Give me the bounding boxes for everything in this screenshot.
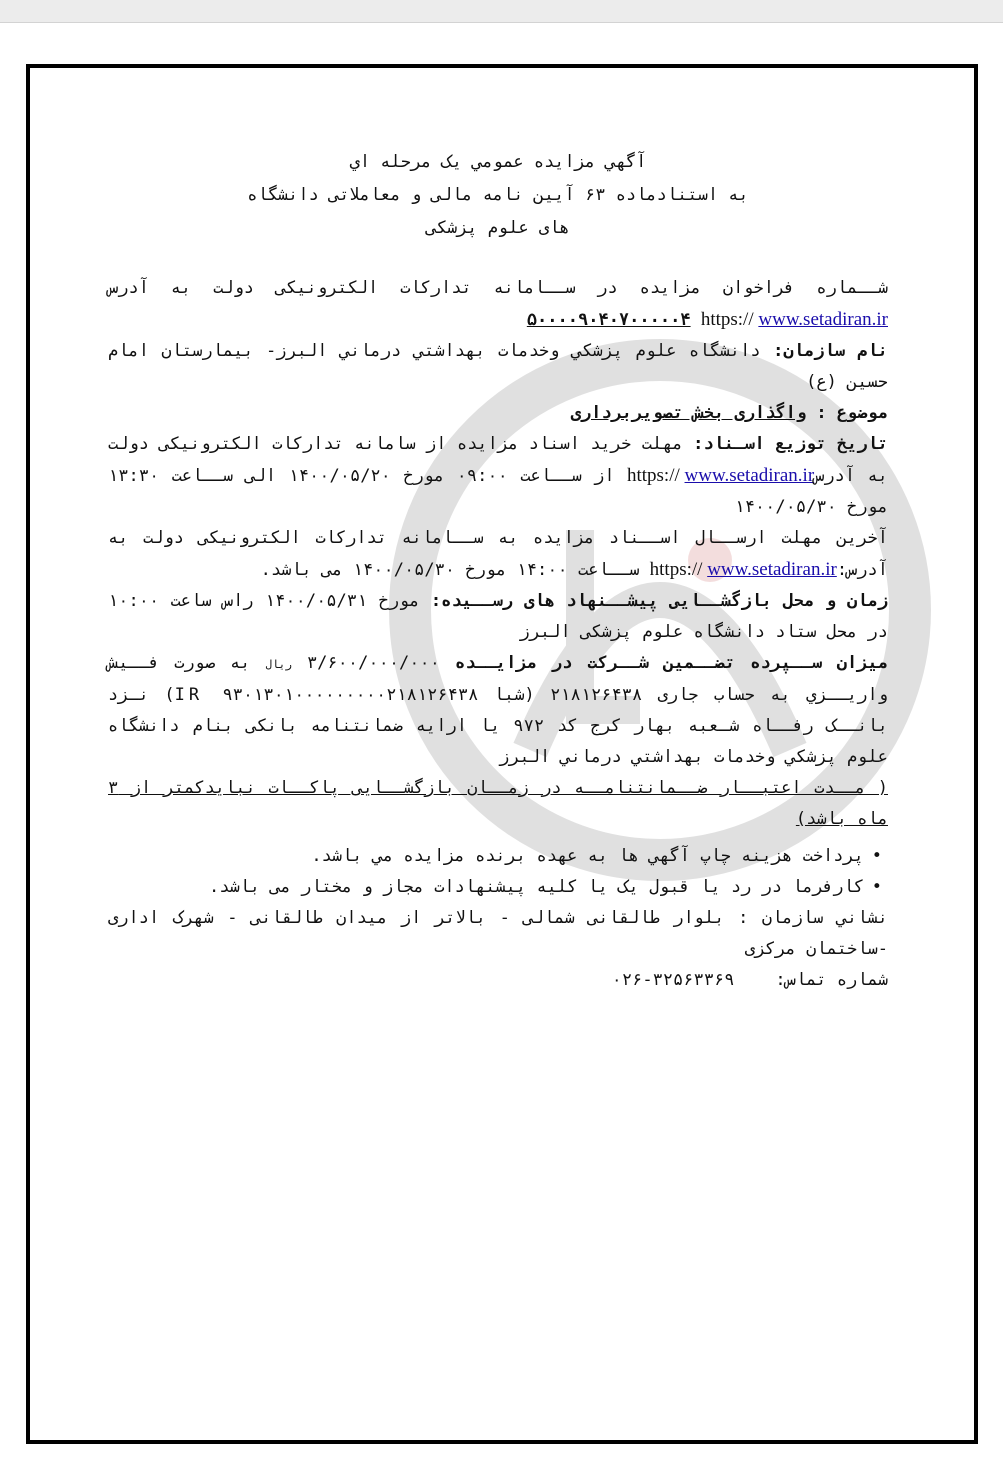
- tender-number-text: شــماره فراخوان مزايده در ســامانه تداركات الكترونيكى دولت به آدرس: [108, 278, 888, 298]
- tender-number-link-group: [701, 304, 888, 335]
- list-item: [108, 872, 886, 903]
- submission-paragraph: [108, 523, 888, 586]
- organization-label: نام سازمان:: [773, 341, 888, 361]
- guarantee-validity-note: ( مــدت اعتبــار ضــمانتنامــه در زمــان بازگشــايى پاكــات نبايدكمتر از ۳ ماه باشد): [108, 778, 888, 829]
- contact-paragraph: [108, 965, 888, 996]
- deposit-text: به صورت فــيش واريــزي به حساب جاری ۲۱۸۱۲۶۴۳۸ (شبا IR ۹۳۰۱۳۰۱۰۰۰۰۰۰۰۰۰۲۱۸۱۲۶۴۳۸) نـزد بانــک رفــاه شـعبه بهار كرج كد ۹۷۲ يا ارايه ضمانتنامه بانكى بنام دانشگاه علوم پزشكي وخدمات بهداشتي درماني البرز: [108, 653, 888, 767]
- submission-deadline: ســاعت ۱۴:۰۰ مورخ ۱۴۰۰/۰۵/۳۰ می باشد.: [260, 560, 640, 580]
- opening-value: مورخ ۱۴۰۰/۰۵/۳۱ راس ساعت ۱۰:۰۰ در محل ستاد دانشگاه علوم پزشكى البرز: [108, 591, 888, 642]
- contact-phone: ۰۲۶-۳۲۵۶۳۳۶۹: [611, 970, 735, 990]
- submission-text: آخرين مهلت ارســال اســناد مزايده به ســامانه تداركات الكترونيكى دولت به آدرس:: [108, 528, 888, 580]
- bullet-icon: •: [871, 846, 886, 866]
- condition-text: پرداخت هزينه چاپ آگهي ها به عهده برنده مزايده مي باشد.: [311, 846, 864, 866]
- viewer-top-bar: [0, 0, 1003, 23]
- deposit-label: ميزان ســپرده تضــمين شــركت در مزايــده: [454, 653, 888, 673]
- title-line-1: آگهي مزايده عمومي يک مرحله اي: [349, 152, 647, 172]
- deposit-amount: ۳/۶۰۰/۰۰۰/۰۰۰: [306, 653, 440, 673]
- distribution-dates: از ســاعت ۰۹:۰۰ مورخ ۱۴۰۰/۰۵/۲۰ الى ســاعت ۱۳:۳۰ مورخ ۱۴۰۰/۰۵/۳۰: [108, 466, 888, 517]
- opening-label: زمان و محل بازگشــايى پيشــنهاد های رســيده:: [430, 591, 888, 611]
- bullet-icon: •: [871, 877, 886, 897]
- address-label: نشاني سازمان :: [738, 908, 888, 928]
- title-line-3: های علوم پزشکی: [426, 218, 570, 238]
- opening-paragraph: [108, 586, 888, 648]
- setadiran-link-2[interactable]: www.setadiran.ir: [684, 465, 815, 486]
- title-line-2: به استنادماده ۶۳ آيين نامه مالی و معاملاتی دانشگاه: [247, 185, 749, 205]
- tender-number: ۵۰۰۰۰۹۰۴۰۷۰۰۰۰۰۴: [526, 310, 691, 330]
- address-value: بلوار طالقانى شمالى - بالاتر از ميدان طالقانى - شهرک اداری -ساختمان مركزی: [108, 908, 888, 959]
- organization-value: دانشگاه علوم پزشكي وخدمات بهداشتي درماني البرز- بيمارستان امام حسين (ع): [108, 341, 888, 392]
- deposit-currency: ريال: [265, 658, 292, 671]
- conditions-list: [108, 841, 888, 903]
- https-prefix: https://: [649, 559, 703, 580]
- announcement-document: [108, 146, 888, 996]
- https-prefix: https://: [626, 465, 680, 486]
- list-item: [108, 841, 886, 872]
- subject-paragraph: [108, 398, 888, 429]
- https-prefix: https://: [700, 309, 754, 330]
- condition-text: كارفرما در رد يا قبول يک يا كليه پيشنهادات مجاز و مختار می باشد.: [208, 877, 864, 897]
- submission-link-group: [650, 554, 837, 585]
- distribution-label: تاريخ توزيع اسـناد:: [693, 434, 888, 454]
- setadiran-link-1[interactable]: www.setadiran.ir: [758, 309, 888, 330]
- distribution-paragraph: [108, 429, 888, 523]
- tender-number-paragraph: [108, 273, 888, 336]
- contact-label: شماره تماس:: [775, 970, 888, 990]
- announcement-title: [108, 146, 888, 245]
- setadiran-link-3[interactable]: www.setadiran.ir: [707, 559, 837, 580]
- deposit-paragraph: [108, 648, 888, 773]
- address-paragraph: [108, 903, 888, 965]
- organization-paragraph: [108, 336, 888, 398]
- distribution-text: مهلت خريد اسناد مزايده از سامانه تداركات الكترونيكى دولت به آدرس: [108, 434, 888, 486]
- subject-label: موضوع :: [816, 403, 888, 423]
- distribution-link-group: [627, 460, 814, 491]
- subject-value: واگذاری بخش تصويربرداری: [570, 403, 807, 423]
